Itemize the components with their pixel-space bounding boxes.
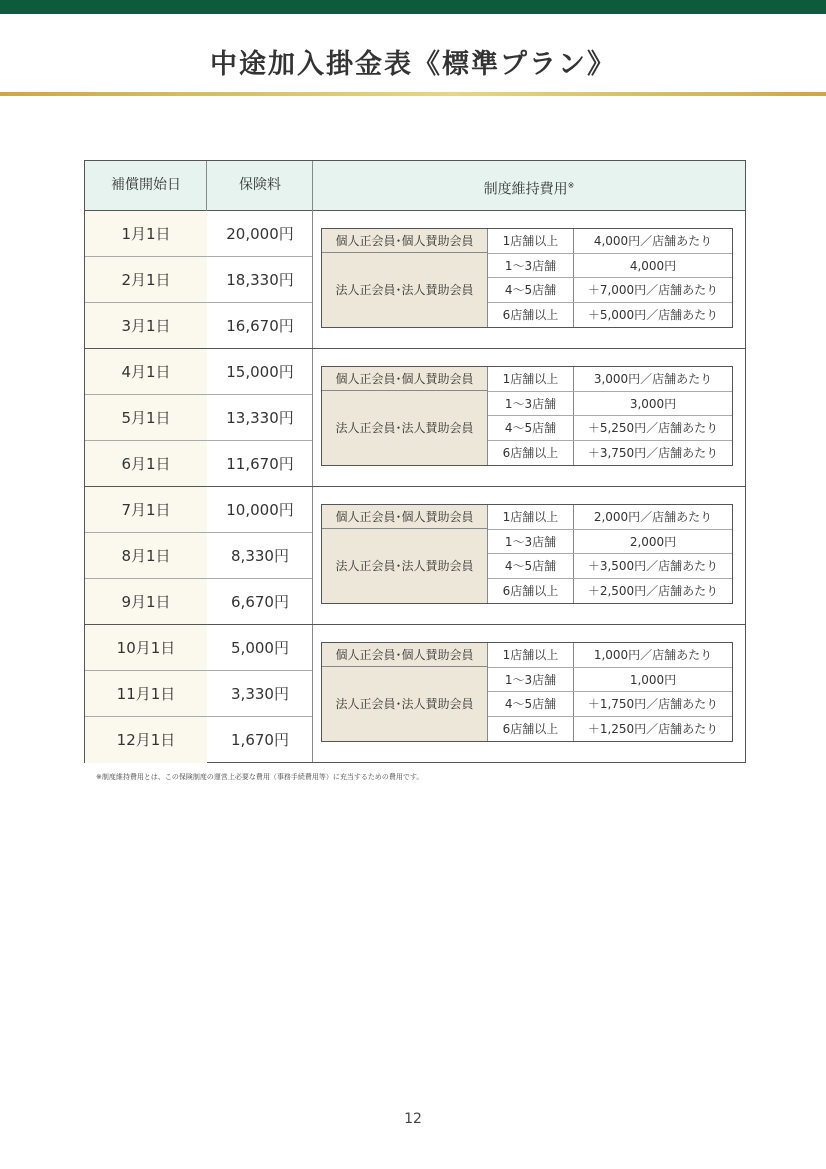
fee-amount-cell: ＋3,500円／店舗あたり: [587, 559, 719, 573]
individual-member-category: 個人正会員･個人賛助会員: [322, 505, 488, 529]
fee-amount-cell: ＋5,000円／店舗あたり: [587, 307, 719, 322]
start-date-cell: 9月1日: [85, 579, 207, 625]
store-count-cell: 1～3店舗: [488, 668, 574, 692]
header-premium: 保険料: [239, 177, 281, 193]
store-count-cell: 1店舗以上: [488, 229, 574, 253]
premium-cell: 10,000円: [226, 501, 294, 519]
fee-row-divider: [488, 391, 732, 392]
fee-row-divider: [488, 716, 732, 717]
store-count-cell: 1～3店舗: [488, 530, 574, 554]
premium-cell: 13,330円: [226, 409, 294, 427]
store-count-cell: 1～3店舗: [488, 392, 574, 416]
start-date-cell: 10月1日: [85, 625, 207, 671]
header-start-date: 補償開始日: [111, 177, 181, 193]
maintenance-fee-table: [321, 366, 733, 466]
premium-table: [84, 160, 746, 763]
start-date-cell: 4月1日: [85, 349, 207, 395]
store-count-cell: 1店舗以上: [488, 643, 574, 667]
fee-amount-cell: ＋1,250円／店舗あたり: [587, 721, 719, 736]
corporate-member-category: 法人正会員･法人賛助会員: [322, 529, 488, 603]
store-count-cell: 6店舗以上: [488, 579, 574, 603]
start-date-cell: 5月1日: [85, 395, 207, 441]
fee-row-divider: [488, 253, 732, 254]
store-count-cell: 4～5店舗: [488, 692, 574, 716]
start-date-cell: 1月1日: [85, 211, 207, 257]
fee-row-divider: [488, 302, 732, 303]
store-count-cell: 4～5店舗: [488, 416, 574, 440]
start-date-cell: 11月1日: [85, 671, 207, 717]
fee-row-divider: [488, 415, 732, 416]
fee-amount-cell: ＋2,500円／店舗あたり: [587, 583, 719, 598]
individual-member-category: 個人正会員･個人賛助会員: [322, 643, 488, 667]
fee-amount-cell: 2,000円／店舗あたり: [593, 510, 713, 524]
maintenance-fee-table: [321, 642, 733, 742]
premium-cell: 5,000円: [231, 639, 289, 657]
footnote: ※制度維持費用とは、この保険制度の運営上必要な費用（事務手続費用等）に充当するための費用です。: [96, 773, 424, 781]
fee-amount-cell: 4,000円: [629, 258, 677, 273]
individual-member-category: 個人正会員･個人賛助会員: [322, 367, 488, 391]
fee-amount-cell: 4,000円／店舗あたり: [593, 234, 713, 248]
fee-amount-cell: 1,000円: [629, 672, 677, 687]
fee-row-divider: [488, 440, 732, 441]
start-date-cell: 8月1日: [85, 533, 207, 579]
store-count-cell: 6店舗以上: [488, 441, 574, 465]
header-fee-label: 制度維持費用: [483, 181, 568, 198]
premium-cell: 18,330円: [226, 271, 294, 289]
corporate-member-category: 法人正会員･法人賛助会員: [322, 253, 488, 327]
start-date-cell: 3月1日: [85, 303, 207, 349]
store-count-cell: 6店舗以上: [488, 303, 574, 327]
fee-amount-cell: 3,000円／店舗あたり: [593, 372, 713, 386]
fee-amount-cell: ＋1,750円／店舗あたり: [587, 697, 719, 711]
fee-amount-cell: 2,000円: [629, 534, 677, 549]
store-count-cell: 4～5店舗: [488, 278, 574, 302]
start-date-cell: 7月1日: [85, 487, 207, 533]
page-title: 中途加入掛金表《標準プラン》: [210, 49, 616, 80]
premium-cell: 3,330円: [231, 685, 289, 703]
table-header: [85, 161, 745, 211]
top-color-bar: [0, 0, 826, 14]
premium-cell: 15,000円: [226, 363, 294, 381]
premium-cell: 20,000円: [226, 225, 294, 243]
individual-member-category: 個人正会員･個人賛助会員: [322, 229, 488, 253]
store-count-cell: 1店舗以上: [488, 367, 574, 391]
fee-row-divider: [488, 691, 732, 692]
fee-amount-cell: 3,000円: [629, 396, 677, 411]
start-date-cell: 6月1日: [85, 441, 207, 487]
premium-cell: 11,670円: [226, 455, 294, 473]
corporate-member-category: 法人正会員･法人賛助会員: [322, 391, 488, 465]
store-count-cell: 6店舗以上: [488, 717, 574, 741]
start-date-cell: 12月1日: [85, 717, 207, 763]
fee-row-divider: [488, 667, 732, 668]
fee-amount-cell: ＋7,000円／店舗あたり: [587, 283, 719, 297]
fee-amount-cell: ＋5,250円／店舗あたり: [587, 421, 719, 435]
title-underline: [0, 92, 826, 96]
header-fee-mark: ※: [567, 181, 575, 190]
maintenance-fee-table: [321, 228, 733, 328]
fee-amount-cell: ＋3,750円／店舗あたり: [587, 445, 719, 460]
start-date-cell: 2月1日: [85, 257, 207, 303]
fee-row-divider: [488, 529, 732, 530]
maintenance-fee-table: [321, 504, 733, 604]
store-count-cell: 4～5店舗: [488, 554, 574, 578]
page-number: 12: [404, 1111, 422, 1127]
premium-cell: 16,670円: [226, 317, 294, 335]
store-count-cell: 1～3店舗: [488, 254, 574, 278]
fee-amount-cell: 1,000円／店舗あたり: [593, 648, 713, 662]
fee-row-divider: [488, 277, 732, 278]
fee-row-divider: [488, 578, 732, 579]
store-count-cell: 1店舗以上: [488, 505, 574, 529]
premium-cell: 6,670円: [231, 593, 289, 611]
fee-row-divider: [488, 553, 732, 554]
header-maintenance-fee: [313, 161, 745, 210]
premium-cell: 8,330円: [231, 547, 289, 565]
corporate-member-category: 法人正会員･法人賛助会員: [322, 667, 488, 741]
premium-cell: 1,670円: [231, 731, 289, 749]
